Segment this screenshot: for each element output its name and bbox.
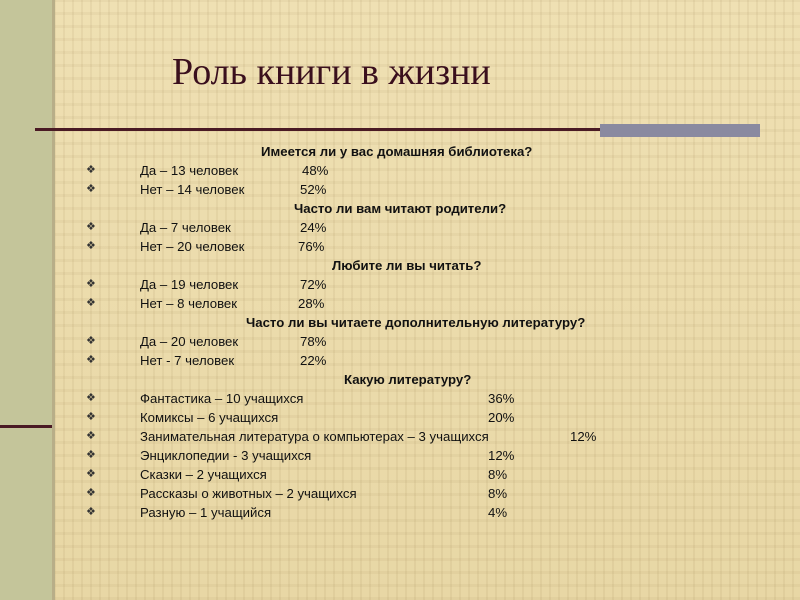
answer-row <box>86 446 726 465</box>
answer-label: Нет – 8 человек <box>140 296 238 311</box>
answer-percent: 28% <box>298 296 325 311</box>
answer-row <box>86 332 726 351</box>
answer-label: Да – 7 человек <box>140 220 231 235</box>
answer-label: Нет - 7 человек <box>140 353 235 368</box>
answer-label: Да – 19 человек <box>140 277 239 292</box>
answer-label: Нет – 14 человек <box>140 182 245 197</box>
question-heading: Часто ли вы читаете дополнительную литературу? <box>246 315 586 330</box>
answer-label: Нет – 20 человек <box>140 239 245 254</box>
answer-label: Энциклопедии - 3 учащихся <box>140 448 312 463</box>
four-diamond-bullet-icon: ❖ <box>86 468 96 480</box>
left-accent-line <box>0 425 52 428</box>
answer-row <box>86 408 726 427</box>
four-diamond-bullet-icon: ❖ <box>86 335 96 347</box>
title-divider <box>35 128 600 131</box>
answer-row <box>86 237 726 256</box>
answer-percent: 24% <box>300 220 327 235</box>
answer-row <box>86 484 726 503</box>
answer-row <box>86 275 726 294</box>
answer-row <box>86 218 726 237</box>
left-decor-band <box>0 0 52 600</box>
four-diamond-bullet-icon: ❖ <box>86 354 96 366</box>
four-diamond-bullet-icon: ❖ <box>86 392 96 404</box>
answer-percent: 76% <box>298 239 325 254</box>
answer-row <box>86 180 726 199</box>
four-diamond-bullet-icon: ❖ <box>86 411 96 423</box>
question-heading: Имеется ли у вас домашняя библиотека? <box>261 144 533 159</box>
answer-row <box>86 389 726 408</box>
answer-percent: 4% <box>488 505 508 520</box>
answer-percent: 12% <box>570 429 597 444</box>
answer-percent: 48% <box>302 163 329 178</box>
question-heading: Какую литературу? <box>344 372 472 387</box>
answer-percent: 78% <box>300 334 327 349</box>
answer-percent: 22% <box>300 353 327 368</box>
question-heading: Любите ли вы читать? <box>332 258 482 273</box>
answer-label: Фантастика – 10 учащихся <box>140 391 304 406</box>
answer-row <box>86 351 726 370</box>
four-diamond-bullet-icon: ❖ <box>86 164 96 176</box>
answer-row <box>86 294 726 313</box>
answer-percent: 12% <box>488 448 515 463</box>
four-diamond-bullet-icon: ❖ <box>86 297 96 309</box>
answer-percent: 52% <box>300 182 327 197</box>
answer-row <box>86 465 726 484</box>
four-diamond-bullet-icon: ❖ <box>86 183 96 195</box>
survey-content <box>86 142 726 522</box>
answer-label: Сказки – 2 учащихся <box>140 467 267 482</box>
four-diamond-bullet-icon: ❖ <box>86 449 96 461</box>
answer-percent: 36% <box>488 391 515 406</box>
four-diamond-bullet-icon: ❖ <box>86 430 96 442</box>
answer-row <box>86 503 726 522</box>
four-diamond-bullet-icon: ❖ <box>86 240 96 252</box>
answer-percent: 20% <box>488 410 515 425</box>
answer-label: Занимательная литература о компьютерах – 3 учащихся <box>140 429 489 444</box>
slide-title: Роль книги в жизни <box>172 51 491 93</box>
answer-label: Да – 13 человек <box>140 163 239 178</box>
answer-label: Рассказы о животных – 2 учащихся <box>140 486 357 501</box>
answer-percent: 8% <box>488 486 508 501</box>
left-decor-edge <box>52 0 55 600</box>
question-heading: Часто ли вам читают родители? <box>294 201 507 216</box>
answer-label: Разную – 1 учащийся <box>140 505 272 520</box>
title-divider-block <box>600 124 760 137</box>
answer-row <box>86 161 726 180</box>
four-diamond-bullet-icon: ❖ <box>86 221 96 233</box>
four-diamond-bullet-icon: ❖ <box>86 487 96 499</box>
four-diamond-bullet-icon: ❖ <box>86 506 96 518</box>
answer-label: Да – 20 человек <box>140 334 239 349</box>
answer-percent: 8% <box>488 467 508 482</box>
four-diamond-bullet-icon: ❖ <box>86 278 96 290</box>
answer-row <box>86 427 726 446</box>
answer-label: Комиксы – 6 учащихся <box>140 410 279 425</box>
answer-percent: 72% <box>300 277 327 292</box>
